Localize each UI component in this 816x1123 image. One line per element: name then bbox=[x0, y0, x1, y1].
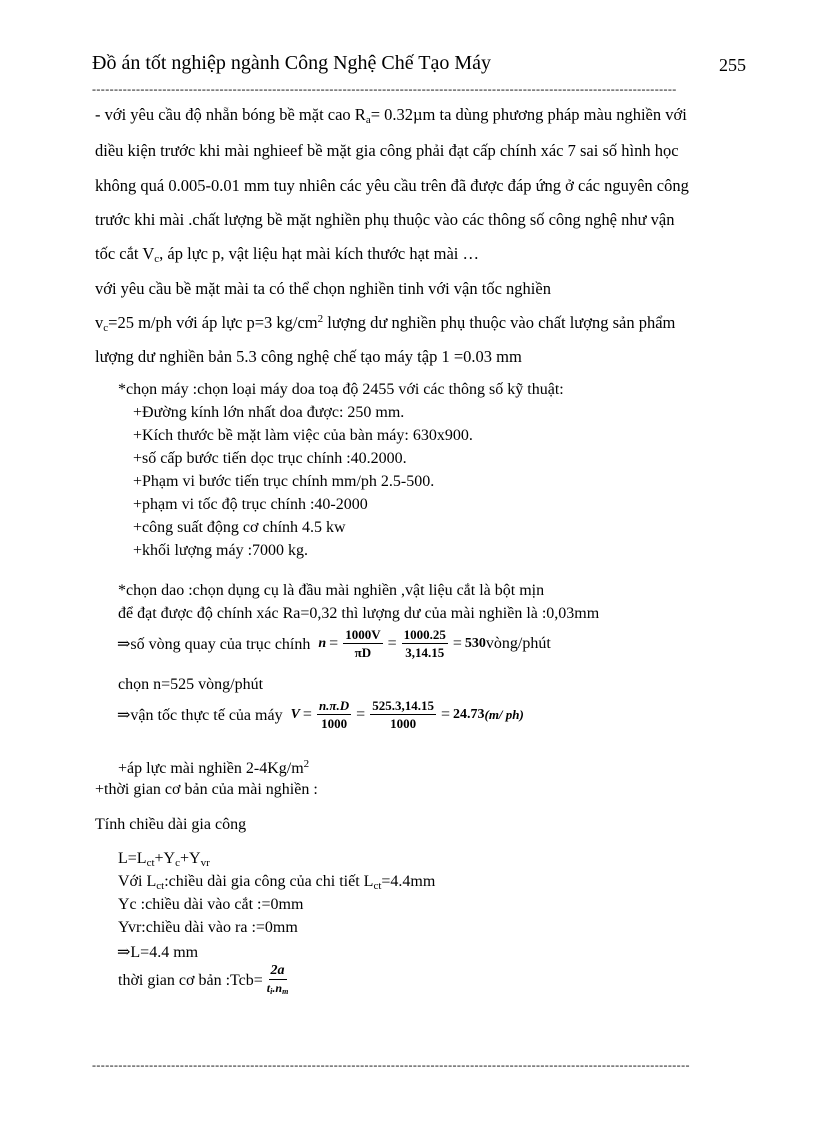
tcb-den-i: i bbox=[270, 987, 273, 996]
equals-sign: = bbox=[302, 705, 312, 723]
para1-line7-a: v bbox=[95, 313, 104, 332]
para1-line1-sub: a bbox=[365, 114, 371, 126]
tcb-den-t: t bbox=[266, 981, 271, 995]
para1-line7-b: =25 m/ph với áp lực p=3 kg/cm bbox=[108, 313, 318, 332]
para1-line8: lượng dư nghiền bản 5.3 công nghệ chế tạo máy tập 1 =0.03 mm bbox=[95, 347, 522, 366]
eq2-fraction-1 bbox=[317, 697, 351, 732]
para1-line7 bbox=[95, 313, 675, 334]
para1-line7-sup: 2 bbox=[317, 313, 324, 325]
lf-c: c bbox=[175, 857, 180, 869]
eq1-result: 530 bbox=[464, 635, 486, 651]
footer-rule: ---------------------------------------------------------------------------------------------------------------------------------------- bbox=[92, 1058, 690, 1072]
equals-sign: = bbox=[387, 634, 397, 652]
eq1-f1-den: πD bbox=[354, 645, 372, 660]
chosen-speed: chọn n=525 vòng/phút bbox=[118, 676, 264, 693]
basic-time-heading: +thời gian cơ bản của mài nghiền : bbox=[95, 781, 318, 798]
para1-line5 bbox=[95, 244, 479, 265]
lf-vr: vr bbox=[200, 857, 210, 869]
length-where bbox=[118, 873, 435, 892]
yc-line: Yc :chiều dài vào cắt :=0mm bbox=[118, 896, 304, 913]
tool-line1: *chọn dao :chọn dụng cụ là đầu mài nghiền ,vật liệu cắt là bột mịn bbox=[118, 582, 545, 599]
spindle-label: ⇒số vòng quay của trục chính bbox=[117, 635, 311, 653]
machine-spec: +phạm vi tốc độ trục chính :40-2000 bbox=[133, 496, 368, 513]
equals-sign: = bbox=[329, 634, 339, 652]
tcb-den-m: m bbox=[282, 987, 289, 996]
machine-intro: *chọn máy :chọn loại máy doa toạ độ 2455 với các thông số kỹ thuật: bbox=[118, 381, 564, 398]
spindle-speed-equation bbox=[117, 626, 551, 661]
equals-sign: = bbox=[356, 705, 366, 723]
length-formula bbox=[118, 850, 210, 869]
tcb-fraction bbox=[265, 962, 291, 1000]
cutting-speed-equation bbox=[117, 697, 524, 732]
length-result: ⇒L=4.4 mm bbox=[117, 944, 199, 961]
para1-line1-b: = 0.32 bbox=[370, 105, 414, 124]
tool-line2: để đạt được độ chính xác Ra=0,32 thì lượng dư của mài nghiền là :0,03mm bbox=[118, 605, 600, 622]
para1-line1 bbox=[95, 105, 687, 126]
para1-line4: trước khi mài .chất lượng bề mặt nghiền phụ thuộc vào các thông số công nghệ như vận bbox=[95, 210, 675, 229]
machine-spec: +Đường kính lớn nhất doa được: 250 mm. bbox=[133, 404, 405, 421]
lf-Y: +Y bbox=[154, 850, 176, 867]
eq2-f2-den: 1000 bbox=[390, 716, 417, 731]
w1-sub2: ct bbox=[373, 880, 382, 892]
para1-line1-a: - với yêu cầu độ nhẵn bóng bề mặt cao R bbox=[95, 105, 366, 124]
page-number: 255 bbox=[719, 55, 746, 75]
equals-sign: = bbox=[440, 705, 450, 723]
eq1-f1-num: 1000V bbox=[345, 627, 381, 642]
mu-symbol: µ bbox=[413, 105, 423, 124]
eq2-f1-num: n.π.D bbox=[318, 698, 350, 713]
tcb-num: 2a bbox=[270, 963, 285, 978]
tcb-den bbox=[265, 980, 291, 1000]
machine-spec: +Kích thước bề mặt làm việc của bàn máy: 630x900. bbox=[133, 427, 473, 444]
tcb-den-n: .n bbox=[272, 981, 283, 995]
eq1-f2-num: 1000.25 bbox=[403, 627, 446, 642]
machine-spec: +công suất động cơ chính 4.5 kw bbox=[133, 519, 346, 536]
w1-b: :chiều dài gia công của chi tiết L bbox=[164, 873, 374, 890]
length-heading: Tính chiều dài gia công bbox=[95, 816, 247, 833]
grinding-pressure bbox=[118, 758, 309, 778]
speed-label: ⇒vận tốc thực tế của máy bbox=[117, 706, 283, 724]
lf-Y2: +Y bbox=[180, 850, 201, 867]
tcb-equation bbox=[118, 962, 292, 1000]
eq1-fraction-1 bbox=[343, 626, 382, 661]
equals-sign: = bbox=[452, 634, 462, 652]
para1-line1-c: m ta dùng phương pháp màu nghiền với bbox=[422, 105, 687, 124]
tcb-label: thời gian cơ bản :Tcb= bbox=[118, 972, 263, 989]
eq1-lhs: n bbox=[318, 635, 327, 651]
eq1-fraction-2 bbox=[402, 626, 448, 661]
para1-line7-sub: c bbox=[103, 322, 109, 334]
eq2-fraction-2 bbox=[370, 697, 436, 732]
eq2-unit: (m/ ph) bbox=[484, 706, 524, 722]
w1-sub: ct bbox=[156, 880, 165, 892]
w1-a: Với L bbox=[118, 873, 157, 890]
eq2-lhs: V bbox=[290, 706, 300, 722]
pressure-sup: 2 bbox=[303, 758, 310, 770]
para1-line6: với yêu cầu bề mặt mài ta có thể chọn nghiền tinh với vận tốc nghiền bbox=[95, 279, 551, 298]
lf-L: L=L bbox=[118, 850, 147, 867]
para1-line5-sub: c bbox=[154, 253, 160, 265]
eq2-result: 24.73 bbox=[452, 706, 485, 722]
w1-c: =4.4mm bbox=[381, 873, 436, 890]
machine-spec: +khối lượng máy :7000 kg. bbox=[133, 542, 309, 559]
machine-spec: +Phạm vi bước tiến trục chính mm/ph 2.5-500. bbox=[133, 473, 435, 490]
yvr-line: Yvr:chiều dài vào ra :=0mm bbox=[118, 919, 298, 936]
pressure-text: +áp lực mài nghiền 2-4Kg/m bbox=[118, 760, 304, 777]
para1-line7-c: lượng dư nghiền phụ thuộc vào chất lượng sản phẩm bbox=[323, 313, 676, 332]
eq1-unit: vòng/phút bbox=[485, 634, 551, 652]
page-header-title: Đồ án tốt nghiệp ngành Công Nghệ Chế Tạo Máy bbox=[92, 52, 492, 74]
eq2-f2-num: 525.3,14.15 bbox=[372, 698, 434, 713]
eq2-f1-den: 1000 bbox=[321, 716, 348, 731]
para1-line5-b: , áp lực p, vật liệu hạt mài kích thước hạt mài … bbox=[159, 244, 480, 263]
machine-spec: +số cấp bước tiến dọc trục chính :40.2000. bbox=[133, 450, 407, 467]
para1-line3: không quá 0.005-0.01 mm tuy nhiên các yêu cầu trên đã được đáp ứng ở các nguyên công bbox=[95, 176, 689, 195]
eq1-f2-den: 3,14.15 bbox=[405, 645, 445, 660]
para1-line5-a: tốc cắt V bbox=[95, 244, 155, 263]
header-rule: ------------------------------------------------------------------------------------------------------------------------------------- bbox=[92, 82, 677, 96]
para1-line2: diều kiện trước khi mài nghieef bề mặt gia công phải đạt cấp chính xác 7 sai số hình học bbox=[95, 141, 679, 160]
lf-ct: ct bbox=[146, 857, 155, 869]
